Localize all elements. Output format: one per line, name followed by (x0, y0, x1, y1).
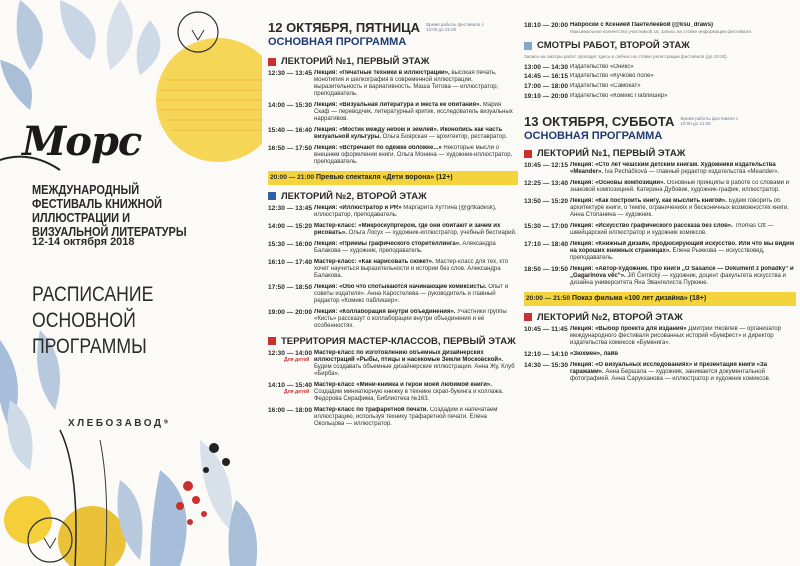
item-time: 13:50 — 15:20 (524, 198, 568, 206)
schedule-item (268, 309, 518, 330)
schedule-item (524, 351, 796, 359)
red-square-icon (268, 337, 276, 345)
schedule-title: РАСПИСАНИЕ ОСНОВНОЙ ПРОГРАММЫ (32, 283, 154, 358)
item-time: 14:45 — 16:15 (524, 73, 568, 81)
item-desc: Лекция: «Печатные техники в иллюстрации», высокая печать, монотипия и шелкография в современной иллюстрации, выразительность и вариативность. Маша Титова — иллюстратор, преподаватель. (314, 70, 499, 97)
item-time: 16:10 — 17:40 (268, 258, 312, 266)
schedule-item (268, 205, 518, 219)
item-desc: Лекция: «Коллаборация внутри объединения». Участники группы «Кисть» рассказут о коллаборации внутри объединения и её особенностях. (314, 308, 507, 329)
highlight-event (524, 292, 796, 306)
item-time: 17:00 — 18:00 (524, 83, 568, 90)
schedule-item (524, 93, 796, 101)
highlight-event (268, 171, 518, 185)
blue-square-icon (268, 192, 276, 200)
day-2-hours: Время работы фестиваля с 10:00 до 21:00 (680, 116, 739, 127)
section-header (524, 312, 796, 323)
item-time: 16:00 — 18:00 (268, 406, 312, 414)
schedule-item (268, 350, 518, 378)
item-desc: Издательство «Оникс» (570, 63, 634, 70)
schedule-item (268, 241, 518, 255)
section-title: ТЕРРИТОРИЯ МАСТЕР-КЛАССОВ, ПЕРВЫЙ ЭТАЖ (281, 335, 516, 347)
item-time: 17:10 — 18:40 (524, 241, 568, 249)
item-time: 19:10 — 20:00 (524, 92, 568, 100)
item-time: 12:25 — 13:40 (524, 180, 568, 188)
item-time: 15:30 — 16:00 (268, 240, 312, 248)
day-1-subtitle: ОСНОВНАЯ ПРОГРАММА (268, 36, 407, 48)
item-desc: Издательство «Кучково поле» (570, 73, 654, 80)
item-time: 12:10 — 14:10 (524, 350, 568, 358)
section-header (268, 191, 518, 202)
schedule-item (524, 83, 796, 91)
day-2-header (524, 114, 796, 129)
item-desc: Лекция: «Визуальная литература и места ее обитания». Мария Скаф — переводчик, литературный критик, исследователь визуальных нарративов. (314, 102, 513, 122)
item-desc: Наброски с Ксенией Пантелеевой (@ksu_draws) Максимальное количество участников 15, запись на стойке информации фестиваля. (570, 22, 752, 34)
day-1-hours: Время работы фестиваля с 12:00 до 21:00 (426, 22, 484, 32)
item-desc: Лекция: «О визуальных исследованиях» и презентация книги «За гаражами». Анна Бершала — художник, занимается документальной фотографией. Анна Сарукханова — иллюстратор и художник комиксов. (570, 362, 771, 383)
item-desc: Лекция: «Приемы графического сторителлинга». Александра Балакова — художник, преподаватель. (314, 240, 496, 254)
schedule-list (268, 350, 518, 428)
item-time: 10:45 — 12:15 (524, 162, 568, 170)
schedule-item (524, 362, 796, 383)
schedule-item (524, 73, 796, 81)
item-time: 14:30 — 15:30 (524, 362, 568, 370)
festival-dates: 12-14 октября 2018 (32, 236, 135, 248)
schedule-item (524, 223, 796, 237)
day-1-column (268, 0, 518, 566)
schedule-list (524, 326, 796, 384)
schedule-item (268, 102, 518, 123)
schedule-item (268, 382, 518, 403)
section-header (268, 336, 518, 347)
light-blue-square-icon (524, 42, 532, 50)
section-header (268, 56, 518, 67)
item-time: 16:50 — 17:50 (268, 145, 312, 152)
schedule-item (268, 70, 518, 98)
schedule-item (268, 223, 518, 237)
section-title: ЛЕКТОРИЙ №2, ВТОРОЙ ЭТАЖ (537, 311, 683, 323)
item-desc: Мастер-класс: «Микроскупргером, где они обитают и зачем их рисовать». Ольга Лосух — художник-иллюстратор, учебный бестиарий. (314, 222, 517, 236)
item-desc: «Зюхмен», лайв (570, 350, 619, 357)
schedule-item (268, 259, 518, 280)
day-2-subtitle: ОСНОВНАЯ ПРОГРАММА (524, 130, 663, 143)
schedule-item (524, 22, 796, 34)
item-desc: Лекция: «Книжный дизайн, продюсирующий искусство. Или что мы видим на хороших книжных страницах». Елена Рыжкова — искусствовед, преподаватель. (570, 241, 795, 262)
day-2-title: 13 ОКТЯБРЯ, СУББОТА (524, 114, 675, 130)
schedule-item (524, 162, 796, 176)
schedule-list (268, 70, 518, 166)
schedule-item (268, 284, 518, 305)
item-desc: Лекция: «Мостик между небом и землей». Иконопись как часть визуальной культуры. Ольга Боярская — архитектор, реставратор. (314, 127, 508, 140)
item-time: 17:50 — 18:50 (268, 283, 312, 291)
red-square-icon (524, 150, 532, 158)
item-desc: Лекция: «Выбор проекта для издания» Дмитрий Яковлев — организатор международного фестиваля рисованных историй «Бумфест» и директор издательства комиксов «Бумкнига». (570, 325, 782, 346)
item-desc: Мастер-класс по изготовлению объемных дизайнерских иллюстраций «Рыбы, птицы и насекомые Земли Московской». Будем создавать объемные дизайнерские иллюстрации. Анна Жу, Клуб «Бирба». (314, 349, 515, 377)
item-desc: Лекция: «Основы композиции». Основные принципы в работе со словами и знаковой композицией. Катерина Дубовик, художник-график, иллюстратор. (570, 180, 789, 194)
kids-note: Для детей (284, 389, 310, 396)
item-desc: Лекция: «Иллюстратор и PR» Маргарита Хуттина (@grtkadesk), иллюстратор, преподаватель. (314, 204, 497, 218)
schedule-list (268, 205, 518, 330)
item-time: 12:30 — 14:00 Для детей (268, 349, 312, 364)
schedule-item (524, 241, 796, 262)
item-time: 14:10 — 15:40 Для детей (268, 381, 312, 396)
item-desc: Издательство «Самокат» (570, 83, 641, 89)
item-desc: Мастер-класс: «Как нарисовать сюжет». Мастер-класс для тех, кто хочет научиться выразительности и истории без слов. Александра Балакова. (314, 258, 509, 279)
section-title: ЛЕКТОРИЙ №1, ПЕРВЫЙ ЭТАЖ (537, 148, 686, 160)
item-time: 20:00 — 21:00 (270, 174, 314, 181)
schedule-list (524, 64, 796, 100)
item-desc: Мастер-класс по трафаретной печати. Создадим и напечатаем иллюстрацию, используя технику трафаретной печати. Елена Окольцова — иллюстратор. (314, 406, 498, 427)
item-time: 18:50 — 19:50 (524, 266, 568, 274)
schedule-item (524, 266, 796, 287)
kids-note: Для детей (284, 357, 310, 364)
red-square-icon (268, 58, 276, 66)
item-time: 14:00 — 15:20 (268, 222, 312, 230)
venue-brand: ХЛЕБОЗАВОД⁹ (68, 418, 171, 429)
festival-logo: Морс (22, 118, 142, 165)
section-header (524, 40, 796, 51)
festival-cover-panel (0, 0, 262, 566)
item-time: 15:30 — 17:00 (524, 223, 568, 231)
item-desc: Лекция: «Искусство графического рассказа без слов». Thomas Ott — швейцарский иллюстратор и художник комиксов. (570, 223, 774, 237)
festival-name: МЕЖДУНАРОДНЫЙ ФЕСТИВАЛЬ КНИЖНОЙ ИЛЛЮСТРАЦИИ И ВИЗУАЛЬНОЙ ЛИТЕРАТУРЫ (32, 183, 187, 239)
schedule-item (524, 198, 796, 219)
item-desc: Мастер-класс «Мини-книжка и герои моей любимой книги». Создадим миниатюрную книжку в технике скрап-букинга и коллажа. Федорова Серафима, Библиотека №163. (314, 381, 504, 402)
item-time: 12:30 — 13:45 (268, 70, 312, 77)
item-desc: Лекция: «Обо что спотыкаются начинающие комиксисты. Опыт и советы издателя». Анна Каростелева — руководитель и главный редактор «Комикс паблишер». (314, 283, 509, 304)
schedule-item (268, 127, 518, 141)
schedule-item (268, 407, 518, 428)
section-title: СМОТРЫ РАБОТ, ВТОРОЙ ЭТАЖ (537, 40, 690, 52)
item-desc: Лекция: «Автор-художник. Про книги „O Sasance — Dokument z pohádky“ и „Gagarinova věc“». Jiří Černický — художник, доцент факультета искусства и дизайна университета Яна Эвангелиста Пуркине. (570, 266, 794, 287)
item-time: 19:00 — 20:00 (268, 308, 312, 316)
item-time: 12:30 — 13:45 (268, 204, 312, 212)
item-desc: Показ фильма «100 лет дизайна» (18+) (572, 295, 707, 303)
item-desc: Лекция: «Как построить книгу, как мыслить книгой». Будем говорить об архитектуре книги, о темпе, ограничениях и бесконечных возможностях книги. Анна Стопанина — художник. (570, 198, 789, 219)
section-header (524, 148, 796, 159)
item-time: 13:00 — 14:30 (524, 63, 568, 71)
item-desc: Превью спектакля «Дети ворона» (12+) (316, 174, 453, 182)
item-time: 20:00 — 21:50 (526, 295, 570, 303)
day-2-column (524, 0, 796, 566)
schedule-item (524, 326, 796, 347)
item-time: 10:45 — 11:45 (524, 325, 568, 333)
item-time: 14:00 — 15:30 (268, 102, 312, 109)
item-time: 18:10 — 20:00 (524, 22, 568, 29)
section-title: ЛЕКТОРИЙ №1, ПЕРВЫЙ ЭТАЖ (281, 56, 430, 67)
section-title: ЛЕКТОРИЙ №2, ВТОРОЙ ЭТАЖ (281, 190, 427, 202)
item-desc: Издательство «Комикс Паблишер» (570, 92, 668, 99)
day-1-title: 12 ОКТЯБРЯ, ПЯТНИЦА (268, 20, 421, 35)
red-square-icon (524, 313, 532, 321)
schedule-list (524, 162, 796, 287)
item-desc: Лекция: «Сто лет чешским детским книгам. Художники издательства «Meander». Iva Pecháčková — главный редактор издательства «Meander». (570, 162, 780, 176)
schedule-item (524, 180, 796, 194)
review-intro: Запись на смотры работ проходит здесь и сейчас на стойке регистрации фестиваля (до 19:30). (524, 54, 728, 60)
day-1-header (268, 20, 518, 35)
schedule-item (524, 64, 796, 72)
item-desc: Лекция: «Встречают по одёжке обложке...» Некоторые мысли о внешнем оформлении книги. Ольга Монина — художник-иллюстратор, преподаватель. (314, 145, 513, 165)
schedule-item (268, 145, 518, 166)
item-time: 15:40 — 16:40 (268, 127, 312, 134)
